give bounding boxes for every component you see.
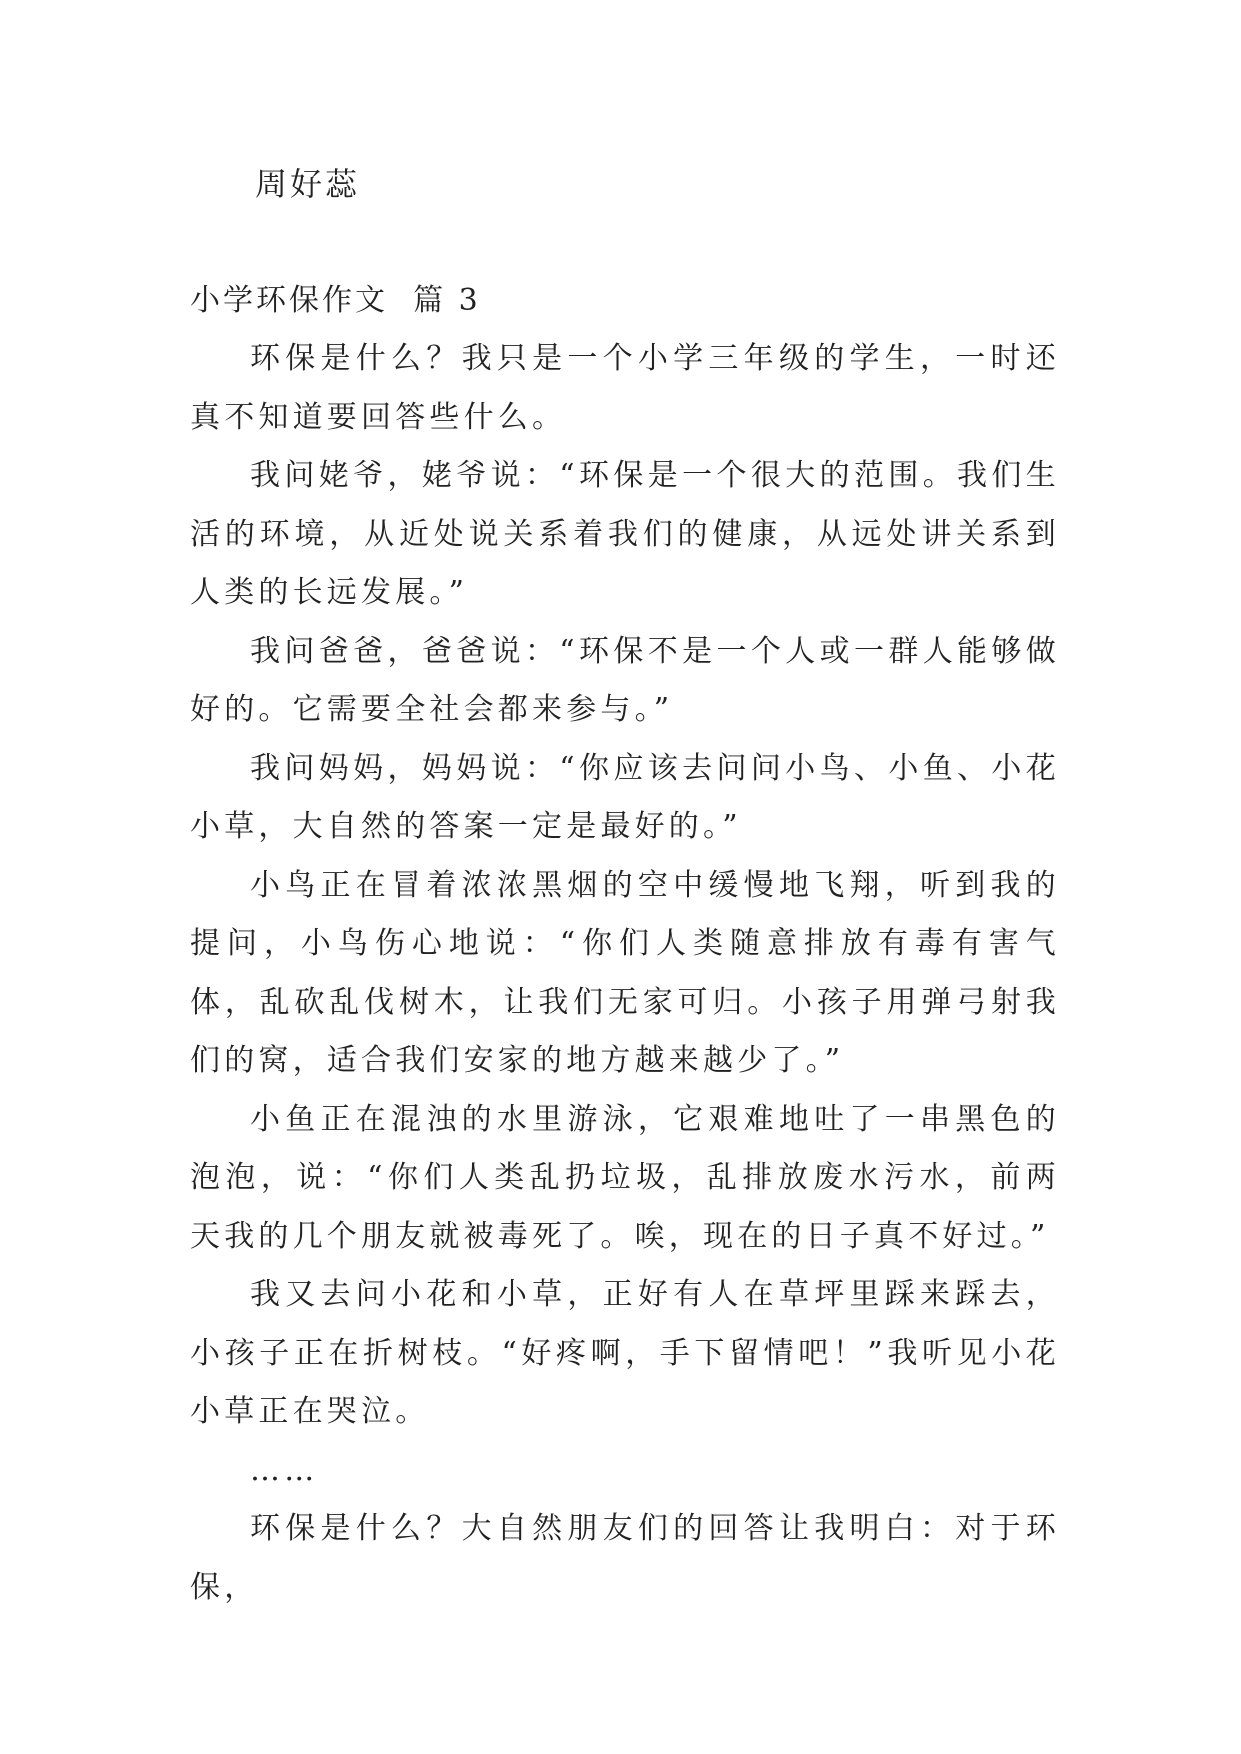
article-title: 小学环保作文 篇 3 <box>190 283 481 318</box>
paragraph: 环保是什么？我只是一个小学三年级的学生，一时还真不知道要回答些什么。 <box>190 341 1060 435</box>
paragraph: 小鸟正在冒着浓浓黑烟的空中缓慢地飞翔，听到我的提问，小鸟伤心地说：“你们人类随意排放有毒有害气体，乱砍乱伐树木，让我们无家可归。小孩子用弹弓射我们的窝，适合我们安家的地方越来越少了。” <box>190 867 1060 1078</box>
paragraph: 我问妈妈，妈妈说：“你应该去问问小鸟、小鱼、小花小草，大自然的答案一定是最好的。” <box>190 750 1060 844</box>
paragraph: 环保是什么？大自然朋友们的回答让我明白：对于环保， <box>190 1511 1060 1605</box>
paragraph-ellipsis: …… <box>250 1452 319 1488</box>
paragraph: 我问姥爷，姥爷说：“环保是一个很大的范围。我们生活的环境，从近处说关系着我们的健康，从远处讲关系到人类的长远发展。” <box>190 458 1060 610</box>
paragraph: 我又去问小花和小草，正好有人在草坪里踩来踩去，小孩子正在折树枝。“好疼啊，手下留情吧！”我听见小花小草正在哭泣。 <box>190 1277 1060 1429</box>
author-name: 周好蕊 <box>255 165 361 203</box>
article-body <box>190 330 1060 1617</box>
paragraph: 小鱼正在混浊的水里游泳，它艰难地吐了一串黑色的泡泡，说：“你们人类乱扔垃圾，乱排放废水污水，前两天我的几个朋友就被毒死了。唉，现在的日子真不好过。” <box>190 1101 1060 1254</box>
paragraph: 我问爸爸，爸爸说：“环保不是一个人或一群人能够做好的。它需要全社会都来参与。” <box>190 633 1060 727</box>
